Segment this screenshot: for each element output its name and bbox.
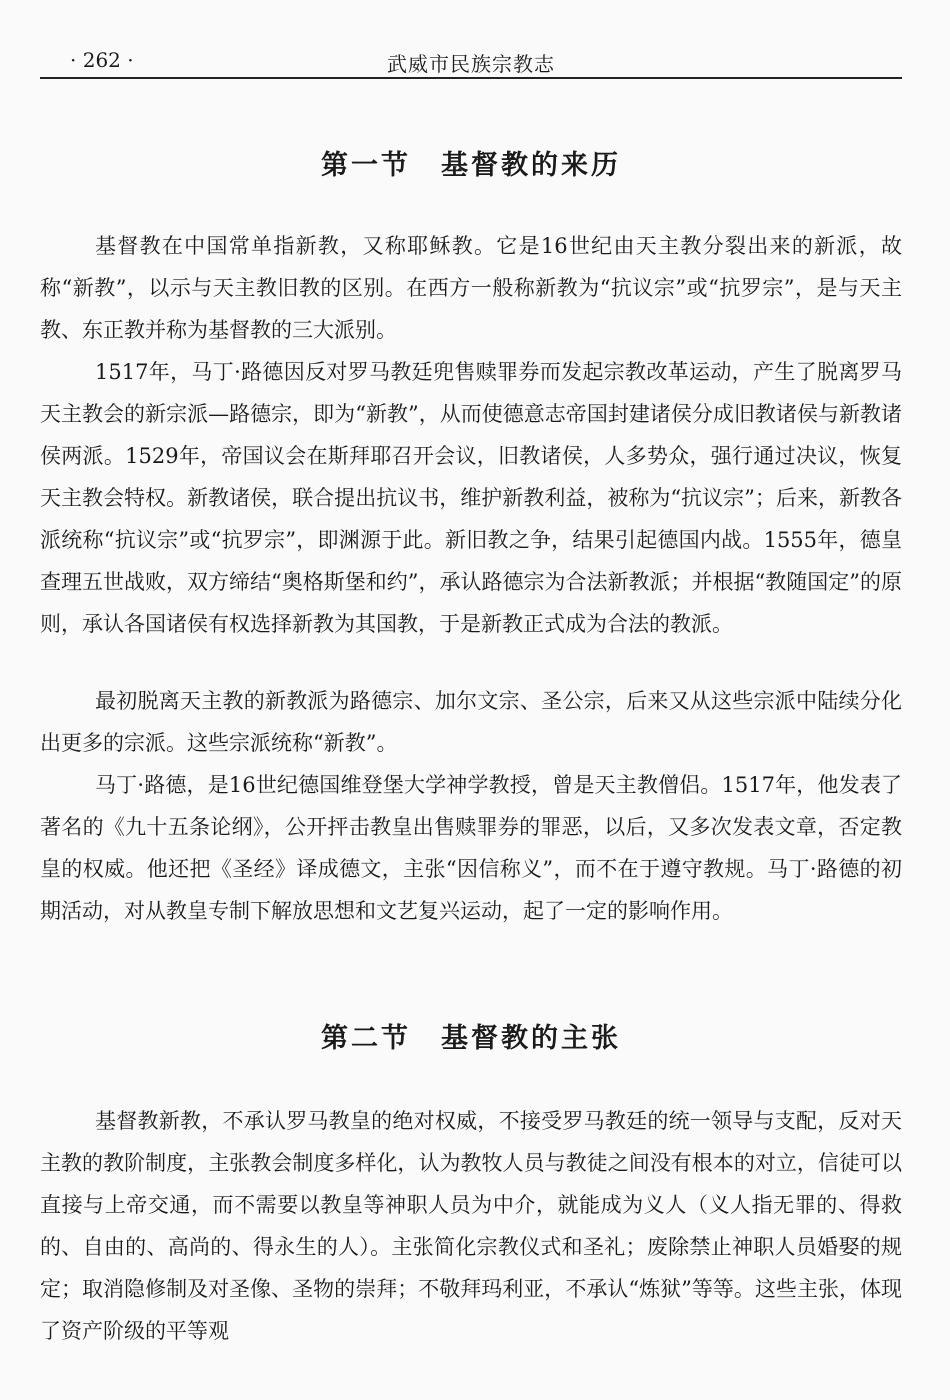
paragraph: 马丁·路德，是16世纪德国维登堡大学神学教授，曾是天主教僧侣。1517年，他发表了著名的《九十五条论纲》，公开抨击教皇出售赎罪券的罪恶，以后，又多次发表文章，否定教皇的权威。他还把《圣经》译成德文，主张“因信称义”，而不在于遵守教规。马丁·路德的初期活动，对从教皇专制下解放思想和文艺复兴运动，起了一定的影响作用。 bbox=[40, 773, 902, 923]
running-title: 武威市民族宗教志 bbox=[387, 52, 555, 76]
page-header bbox=[40, 40, 902, 80]
page-number: · 262 · bbox=[70, 48, 134, 72]
section-title-1: 第一节 基督教的来历 bbox=[321, 150, 621, 181]
header-rule bbox=[40, 77, 902, 79]
paragraph: 基督教新教，不承认罗马教皇的绝对权威，不接受罗马教廷的统一领导与支配，反对天主教的教阶制度，主张教会制度多样化，认为教牧人员与教徒之间没有根本的对立，信徒可以直接与上帝交通，而不需要以教皇等神职人员为中介，就能成为义人（义人指无罪的、得救的、自由的、高尚的、得永生的人）。主张简化宗教仪式和圣礼；废除禁止神职人员婚娶的规定；取消隐修制及对圣像、圣物的崇拜；不敬拜玛利亚，不承认“炼狱”等等。这些主张，体现了资产阶级的平等观 bbox=[40, 1109, 902, 1343]
paragraph: 基督教在中国常单指新教，又称耶稣教。它是16世纪由天主教分裂出来的新派，故称“新教”，以示与天主教旧教的区别。在西方一般称新教为“抗议宗”或“抗罗宗”，是与天主教、东正教并称为基督教的三大派别。 bbox=[40, 234, 902, 342]
section-title-2: 第二节 基督教的主张 bbox=[321, 1023, 621, 1054]
paragraph: 最初脱离天主教的新教派为路德宗、加尔文宗、圣公宗，后来又从这些宗派中陆续分化出更多的宗派。这些宗派统称“新教”。 bbox=[40, 689, 902, 755]
paragraph: 1517年，马丁·路德因反对罗马教廷兜售赎罪券而发起宗教改革运动，产生了脱离罗马天主教会的新宗派—路德宗，即为“新教”，从而使德意志帝国封建诸侯分成旧教诸侯与新教诸侯两派。1529年，帝国议会在斯拜耶召开会议，旧教诸侯，人多势众，强行通过决议，恢复天主教会特权。新教诸侯，联合提出抗议书，维护新教利益，被称为“抗议宗”；后来，新教各派统称“抗议宗”或“抗罗宗”，即渊源于此。新旧教之争，结果引起德国内战。1555年，德皇查理五世战败，双方缔结“奥格斯堡和约”，承认路德宗为合法新教派；并根据“教随国定”的原则，承认各国诸侯有权选择新教为其国教，于是新教正式成为合法的教派。 bbox=[40, 360, 902, 636]
